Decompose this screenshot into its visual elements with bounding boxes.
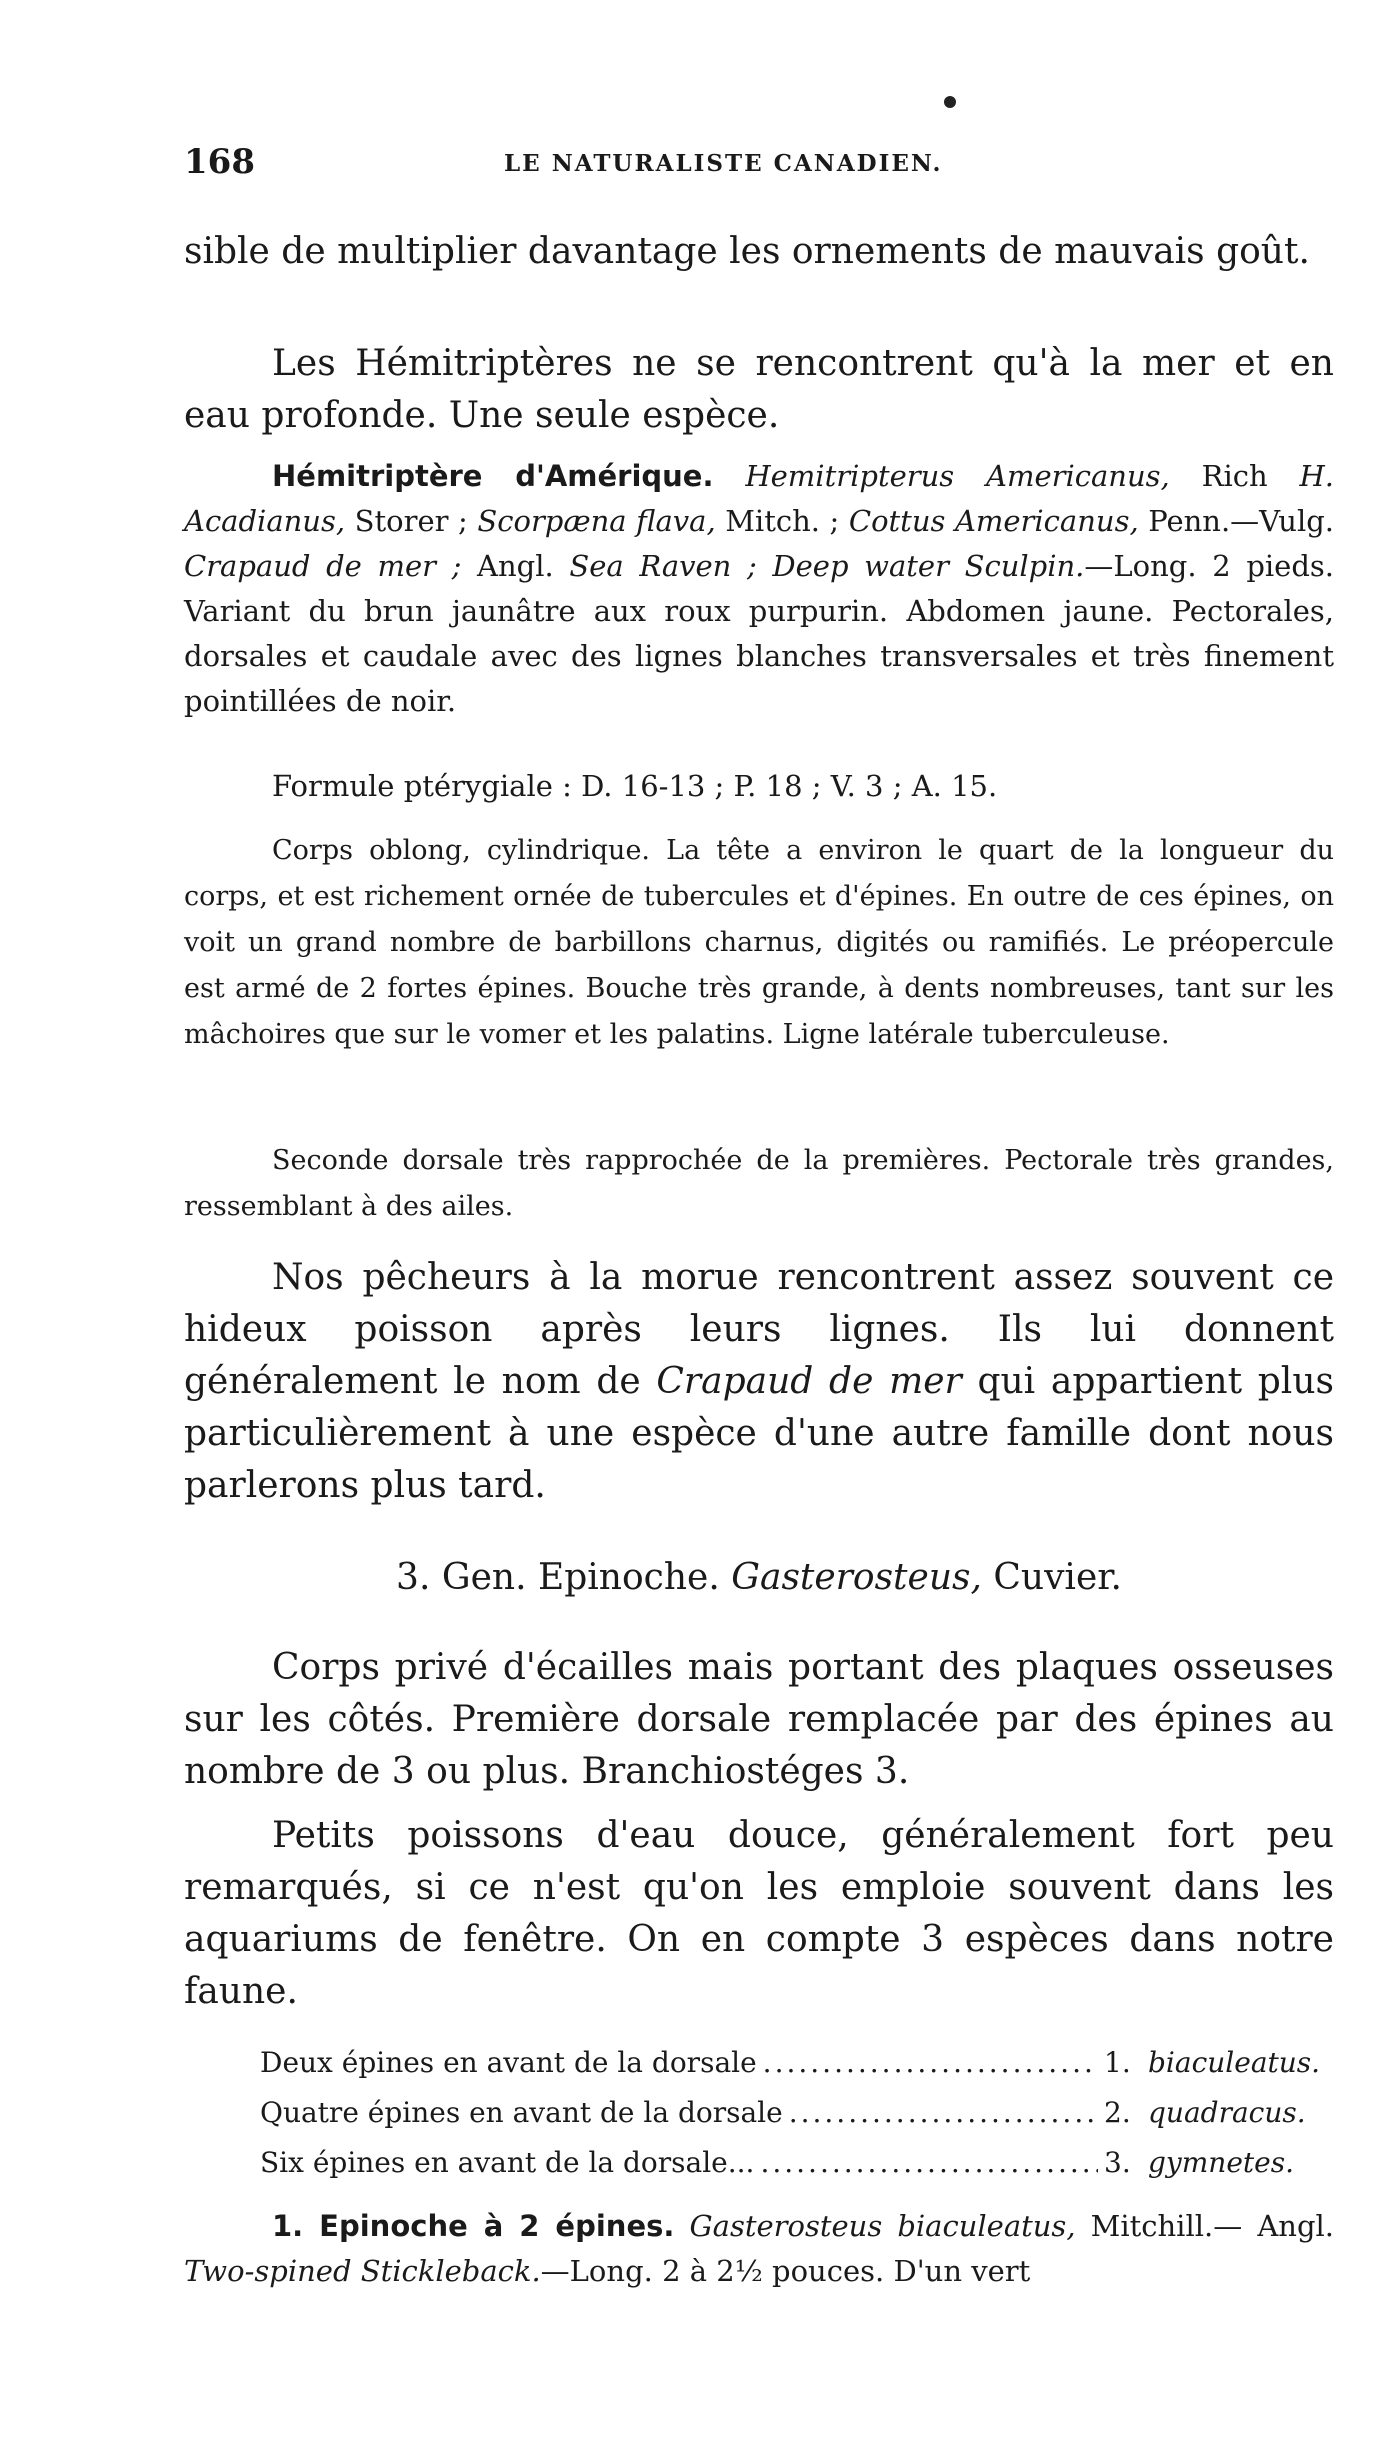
key-species-name: quadracus. xyxy=(1148,2096,1306,2129)
key-leader-dots xyxy=(789,2096,1098,2129)
key-number: 2. xyxy=(1104,2096,1131,2129)
scientific-name: Scorpæna flava, xyxy=(477,504,716,538)
key-species-name: biaculeatus. xyxy=(1148,2046,1321,2079)
key-description: Deux épines en avant de la dorsale xyxy=(260,2046,757,2079)
key-description: Six épines en avant de la dorsale... xyxy=(260,2146,755,2179)
running-head: LE NATURALISTE CANADIEN. xyxy=(504,150,943,177)
english-name: Two-spined Stickleback. xyxy=(184,2254,541,2288)
paragraph-fishermen: Nos pêcheurs à la morue rencontrent assez souvent ce hideux poisson après leurs lignes. Ils lui donnent généralement le nom de Crapaud de mer qui appartient plus particulièrement à une espèce d'une autre famille dont nous parlerons plus tard. xyxy=(184,1257,1334,1506)
key-description: Quatre épines en avant de la dorsale xyxy=(260,2096,783,2129)
species-key xyxy=(260,2046,1334,2196)
scientific-name: Hemitripterus Americanus, xyxy=(745,459,1170,493)
species-heading: Hémitriptère d'Amérique. xyxy=(272,459,714,493)
key-species-name: gymnetes. xyxy=(1148,2146,1294,2179)
page-number: 168 xyxy=(184,142,255,182)
paragraph-continuation: sible de multiplier davantage les ornements de mauvais goût. xyxy=(184,231,1310,272)
paragraph-genus-description: Corps privé d'écailles mais portant des plaques osseuses sur les côtés. Première dorsale remplacée par des épines au nombre de 3 ou plus. Branchiostéges 3. xyxy=(184,1647,1334,1792)
vulgar-name: Crapaud de mer xyxy=(656,1361,962,1402)
fin-formula: Formule ptérygiale : D. 16-13 ; P. 18 ; V. 3 ; A. 15. xyxy=(272,769,998,803)
description-fins: Seconde dorsale très rapprochée de la premières. Pectorale très grandes, ressemblant à des ailes. xyxy=(184,1145,1334,1222)
key-number: 3. xyxy=(1104,2146,1131,2179)
species-heading: 1. Epinoche à 2 épines. xyxy=(272,2209,675,2243)
page-header xyxy=(184,142,1334,192)
key-row xyxy=(260,2046,1334,2096)
ink-spot xyxy=(944,96,956,108)
scientific-name: H. Acadianus, xyxy=(184,459,1335,538)
key-number: 1. xyxy=(1104,2046,1131,2079)
genus-scientific-name: Gasterosteus, xyxy=(731,1557,982,1598)
species-entry-epinoche: 1. Epinoche à 2 épines. Gasterosteus biaculeatus, Mitchill.— Angl. Two-spined Stickleback.—Long. 2 à 2½ pouces. D'un vert xyxy=(184,2209,1335,2288)
english-name: Sea Raven ; Deep water Sculpin. xyxy=(569,549,1085,583)
genus-heading: 3. Gen. Epinoche. Gasterosteus, Cuvier. xyxy=(396,1557,1122,1598)
key-row xyxy=(260,2146,1334,2196)
vulgar-name: Crapaud de mer ; xyxy=(184,549,462,583)
species-entry-hemitriptere: Hémitriptère d'Amérique. Hemitripterus Americanus, Rich H. Acadianus, Storer ; Scorpæna flava, Mitch. ; Cottus Americanus, Penn.—Vulg. Crapaud de mer ; Angl. Sea Raven ; Deep water Sculpin.—Long. 2 pieds. Variant du brun jaunâtre aux roux purpurin. Abdomen jaune. Pectorales, dorsales et caudale avec des lignes blanches transversales et très finement pointillées de noir. xyxy=(184,459,1335,718)
description-body: Corps oblong, cylindrique. La tête a environ le quart de la longueur du corps, et est richement ornée de tubercules et d'épines. En outre de ces épines, on voit un grand nombre de barbillons charnus, digités ou ramifiés. Le préopercule est armé de 2 fortes épines. Bouche très grande, à dents nombreuses, tant sur les mâchoires que sur le vomer et les palatins. Ligne latérale tuberculeuse. xyxy=(184,835,1334,1050)
paragraph-small-fishes: Petits poissons d'eau douce, généralement fort peu remarqués, si ce n'est qu'on les emploie souvent dans les aquariums de fenêtre. On en compte 3 espèces dans notre faune. xyxy=(184,1815,1334,2012)
key-leader-dots xyxy=(760,2146,1098,2179)
paragraph-hemitripteres: Les Hémitriptères ne se rencontrent qu'à la mer et en eau profonde. Une seule espèce. xyxy=(184,343,1334,436)
scientific-name: Gasterosteus biaculeatus, xyxy=(689,2209,1076,2243)
key-leader-dots xyxy=(763,2046,1098,2079)
key-row xyxy=(260,2096,1334,2146)
scientific-name: Cottus Americanus, xyxy=(848,504,1139,538)
